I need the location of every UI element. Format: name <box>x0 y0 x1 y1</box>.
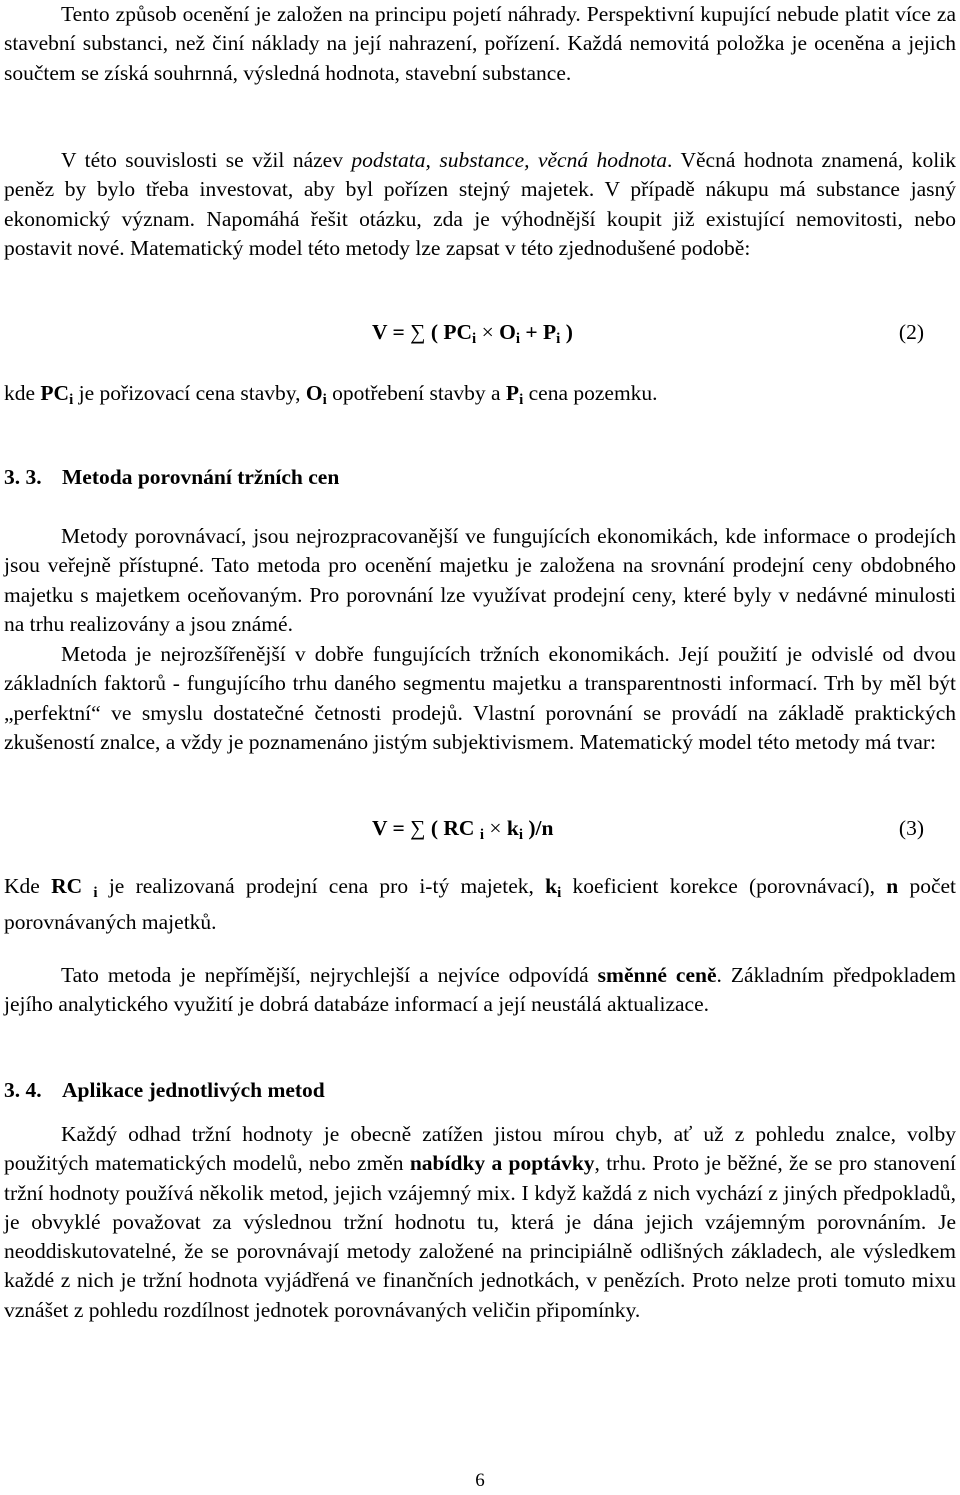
paragraph-market-method: Metoda je nejrozšířenější v dobře fungujících tržních ekonomikách. Její použití je odvislé od dvou základních faktorů - fungujícího trhu daného segmentu majetku a transparentnosti informací. Trh by měl být „perfektní“ ve smyslu dostatečné četnosti prodejů. Vlastní porovnání se provádí na základě praktických zkušeností znalce, a vždy je poznamenáno jistým subjektivismem. Matematický model této metody má tvar: <box>4 642 956 754</box>
section-number: 3. 3. <box>4 465 42 489</box>
paragraph-replacement-principle: Tento způsob ocenění je založen na principu pojetí náhrady. Perspektivní kupující nebude platit více za stavební substanci, než činí náklady na její nahrazení, pořízení. Každá nemovitá položka je oceněna a jejich součtem se získá souhrnná, výsledná hodnota, stavební substance. <box>4 2 956 85</box>
p2-text-start: V této souvislosti se vžil název <box>61 148 352 172</box>
formula-3-expression: V = ∑ ( RC $_i \times k_i$ )/n <box>372 816 554 843</box>
section-title: Aplikace jednotlivých metod <box>62 1078 325 1102</box>
formula-3 <box>0 816 960 846</box>
formula-2-expression: V = ∑ ( $PC_i \times O_i + P_i$ ) <box>372 320 573 347</box>
times-symbol: × <box>489 816 502 840</box>
section-heading-3-3 <box>4 465 339 490</box>
p2-text-end: . Věcná hodnota znamená, kolik peněz by bylo třeba investovat, aby byl pořízen stejný majetek. V případě nákupu má substance jasný ekonomický význam. Napomáhá řešit otázku, zda je výhodnější koupit již existující nemovitosti, nebo postavit nové. Matematický model této metody lze zapsat v této zjednodušené podobě: <box>4 148 956 260</box>
sum-symbol: ∑ <box>410 320 426 344</box>
section-heading-3-4 <box>4 1078 325 1103</box>
paragraph-formula-3-legend: Kde RC $_i$ je realizovaná prodejní cena pro i-tý majetek, $k_i$ koeficient korekce (porovnávací), n počet porovnávaných majetků. <box>4 874 956 935</box>
page-number: 6 <box>475 1470 485 1491</box>
section-title: Metoda porovnání tržních cen <box>62 465 340 489</box>
paragraph-comparative-methods: Metody porovnávací, jsou nejrozpracovanější ve fungujících ekonomikách, kde informace o prodejích jsou veřejně přístupné. Tato metoda pro ocenění majetku je založena na srovnání prodejní ceny obdobného majetku s majetkem oceňovaným. Pro porovnání lze využívat prodejní ceny, které byly v nedávné minulosti na trhu realizovány a jsou známé. <box>4 524 956 636</box>
formula-3-number: (3) <box>898 816 924 840</box>
formula-2-number: (2) <box>898 320 924 344</box>
formula-2 <box>0 320 960 350</box>
p2-italic-terms: podstata, substance, věcná hodnota <box>351 148 668 172</box>
paragraph-formula-2-legend: kde $PC_i$ je pořizovací cena stavby, $O_i$ opotřebení stavby a $P_i$ cena pozemku. <box>4 381 658 408</box>
paragraph-methods-application: Každý odhad tržní hodnoty je obecně zatížen jistou mírou chyb, ať už z pohledu znalce, volby použitých matematických modelů, nebo změn nabídky a poptávky, trhu. Proto je běžné, že se pro stanovení tržní hodnoty používá několik metod, jejich vzájemný mix. I když každá z nich vychází z jiných předpokladů, je obvyklé považovat za výslednou tržní hodnotu tu, která je dána jejich vzájemným porovnáním. Je neoddiskutovatelné, že se porovnávají metody založené na principiálně odlišných základech, ale výsledkem každé z nich je tržní hodnota vyjádřená ve finančních jednotkách, v penězích. Proto nelze proti tomuto mixu vznášet z pohledu rozdílnost jednotek porovnávaných veličin připomínky. <box>4 1122 956 1322</box>
sum-symbol: ∑ <box>410 816 426 840</box>
paragraph-exchange-price: Tato metoda je nepřímější, nejrychlejší a nejvíce odpovídá směnné ceně. Základním předpokladem jejího analytického využití je dobrá databáze informací a její neustálá aktualizace. <box>4 963 957 1017</box>
paragraph-substance-value <box>4 146 956 263</box>
times-symbol: × <box>481 320 494 344</box>
section-number: 3. 4. <box>4 1078 42 1102</box>
